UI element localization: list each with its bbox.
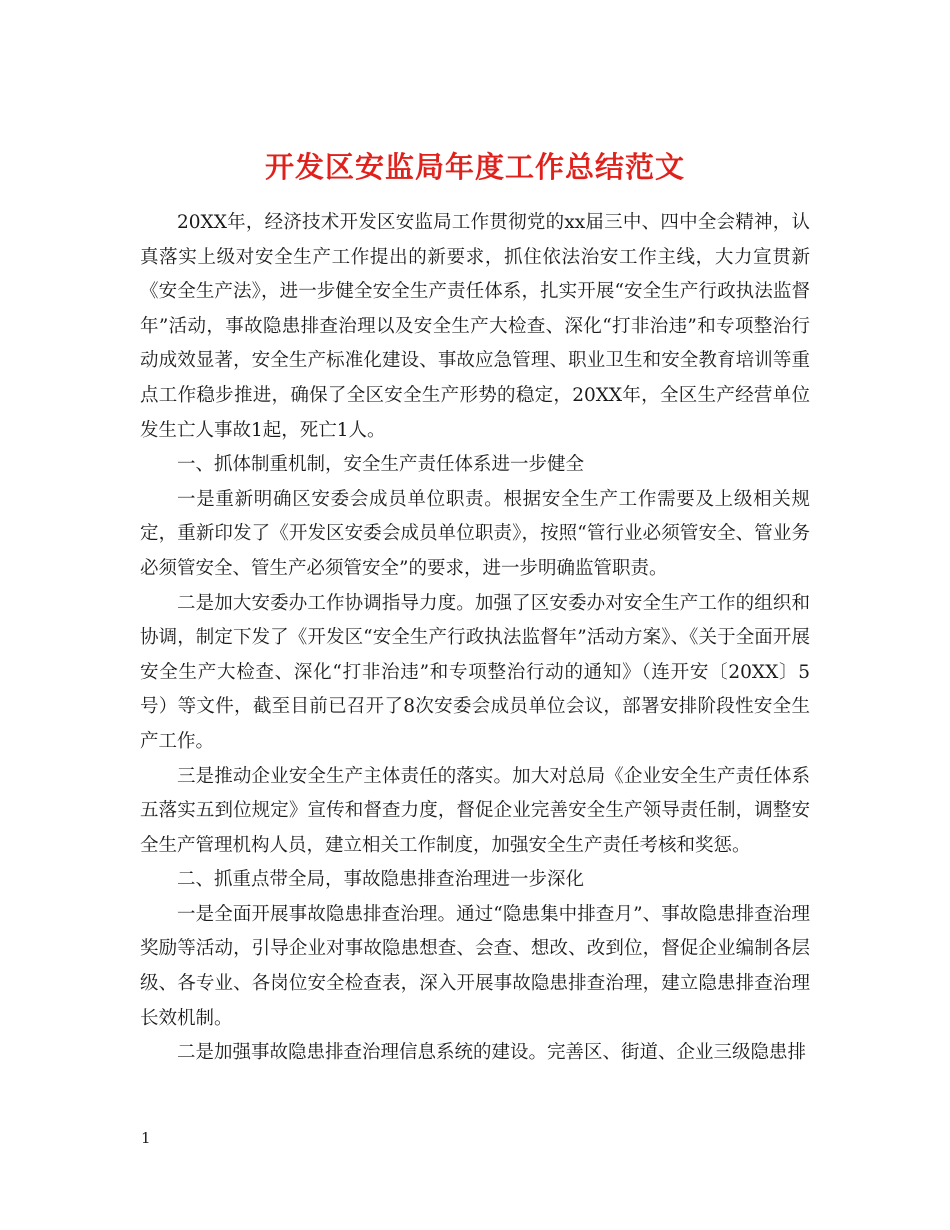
paragraph-1-3: 三是推动企业安全生产主体责任的落实。加大对总局《企业安全生产责任体系五落实五到位规定》宣传和督查力度，督促企业完善安全生产领导责任制，调整安全生产管理机构人员，建立相关工作制度，加强安全生产责任考核和奖惩。 [140,765,810,856]
document-body [140,206,810,1071]
section-heading-1: 一、抓体制重机制，安全生产责任体系进一步健全 [177,454,585,476]
paragraph-intro: 20XX年，经济技术开发区安监局工作贯彻党的xx届三中、四中全会精神，认真落实上级对安全生产工作提出的新要求，抓住依法治安工作主线，大力宣贯新《安全生产法》，进一步健全安全生产责任体系，扎实开展“安全生产行政执法监督年”活动，事故隐患排查治理以及安全生产大检查、深化“打非治违”和专项整治行动成效显著，安全生产标准化建设、事故应急管理、职业卫生和安全教育培训等重点工作稳步推进，确保了全区安全生产形势的稳定，20XX年，全区生产经营单位发生亡人事故1起，死亡1人。 [140,212,810,441]
paragraph-1-1: 一是重新明确区安委会成员单位职责。根据安全生产工作需要及上级相关规定，重新印发了《开发区安委会成员单位职责》，按照“管行业必须管安全、管业务必须管安全、管生产必须管安全”的要求，进一步明确监管职责。 [140,488,810,579]
section-heading-2: 二、抓重点带全局，事故隐患排查治理进一步深化 [177,869,585,891]
paragraph-2-1: 一是全面开展事故隐患排查治理。通过“隐患集中排查月”、事故隐患排查治理奖励等活动，引导企业对事故隐患想查、会查、想改、改到位，督促企业编制各层级、各专业、各岗位安全检查表，深入开展事故隐患排查治理，建立隐患排查治理长效机制。 [140,903,810,1029]
paragraph-1-2: 二是加大安委办工作协调指导力度。加强了区安委办对安全生产工作的组织和协调，制定下发了《开发区“安全生产行政执法监督年”活动方案》、《关于全面开展安全生产大检查、深化“打非治违”和专项整治行动的通知》（连开安〔20XX〕5号）等文件，截至目前已召开了8次安委会成员单位会议，部署安排阶段性安全生产工作。 [140,592,810,752]
document-title: 开发区安监局年度工作总结范文 [264,150,685,185]
page-number: 1 [141,1129,151,1147]
paragraph-2-2: 二是加强事故隐患排查治理信息系统的建设。完善区、街道、企业三级隐患排 [177,1042,807,1064]
